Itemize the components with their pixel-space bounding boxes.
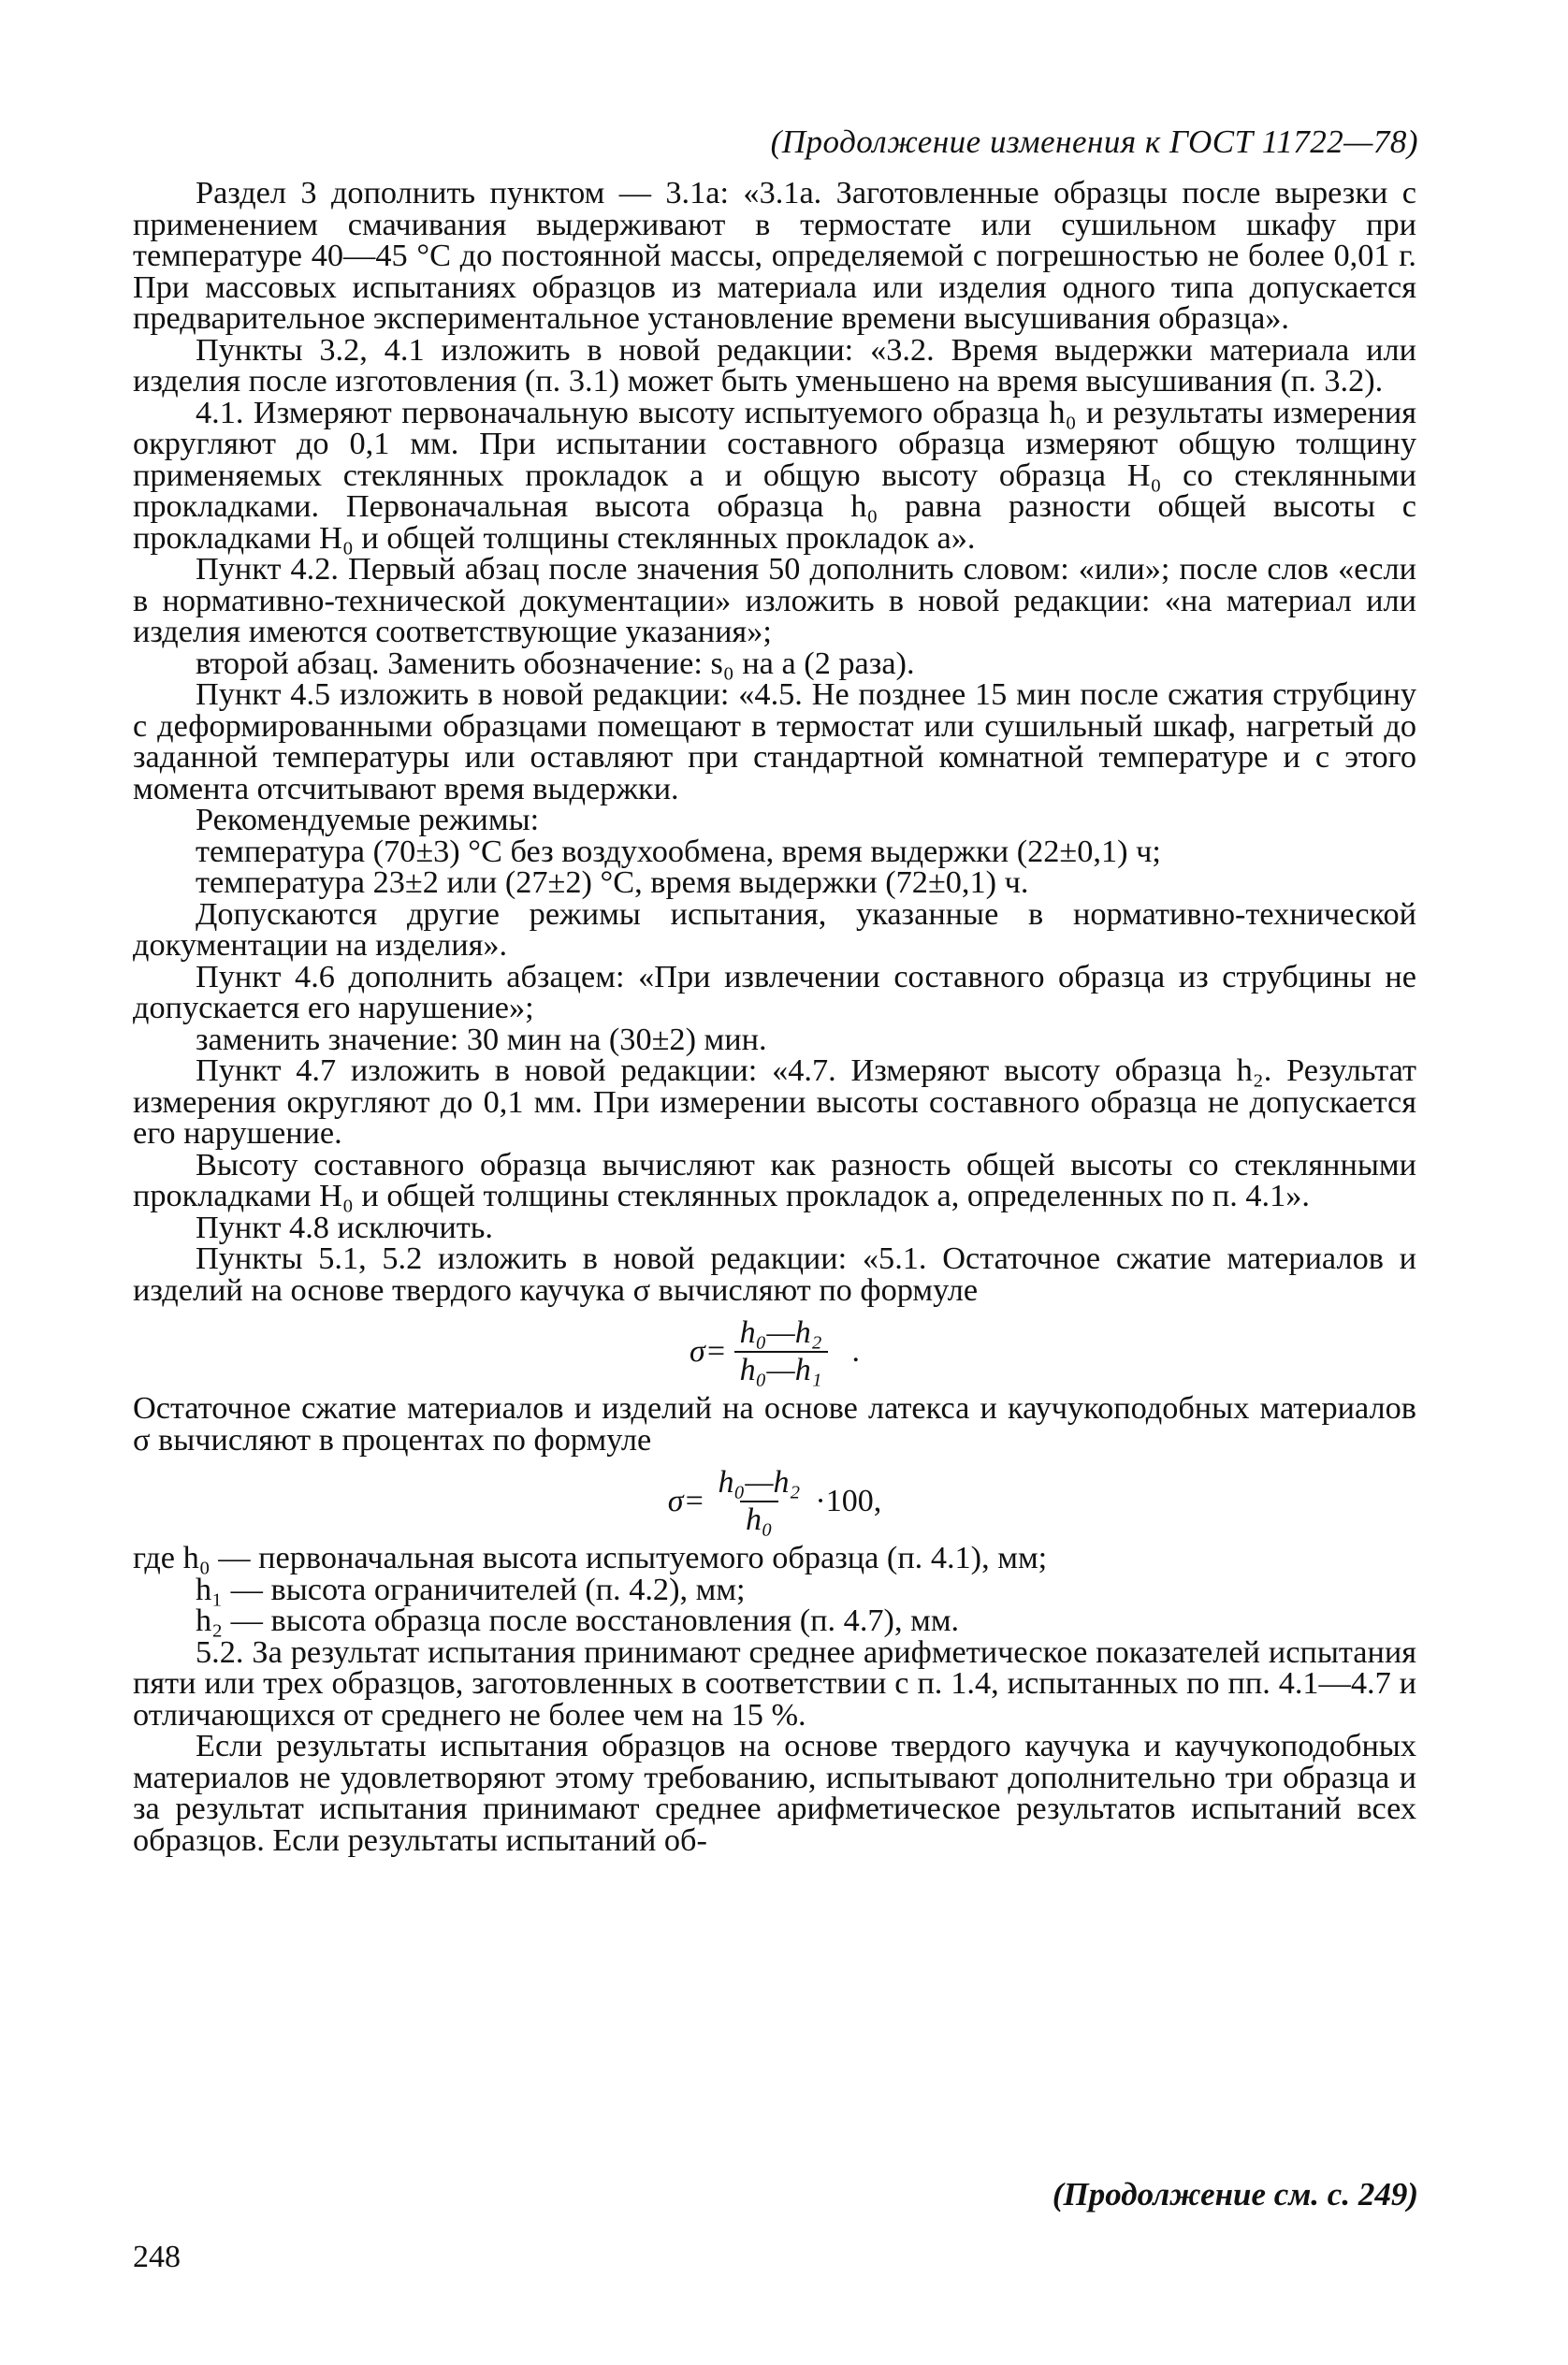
formula-multiplier: ·100,	[815, 1483, 882, 1518]
paragraph: Пункт 4.8 исключить.	[196, 1209, 493, 1245]
formula-residual-compression-percent	[133, 1467, 1416, 1535]
paragraph: заменить значение: 30 мин на (30±2) мин.	[196, 1021, 767, 1057]
paragraph: Раздел 3 дополнить пунктом — 3.1а: «3.1а. Заготовленные образцы после вырезки с применением смачивания выдерживают в термостате или сушильном шкафу при температуре 40—45 °С до постоянной массы, определяемой с погрешностью не более 0,01 г. При массовых испытаниях образцов из материала или изделия одного типа допускается предварительное экспериментальное установление времени высушивания образца».	[133, 175, 1416, 336]
paragraph: температура 23±2 или (27±2) °С, время выдержки (72±0,1) ч.	[196, 864, 1029, 900]
document-body	[133, 175, 1416, 1858]
paragraph: Пункты 3.2, 4.1 изложить в новой редакции: «3.2. Время выдержки материала или изделия после изготовления (п. 3.1) может быть уменьшено на время высушивания (п. 3.2).	[133, 331, 1416, 399]
paragraph: Пункт 4.6 дополнить абзацем: «При извлечении составного образца из струбцины не допускается его нарушение»;	[133, 958, 1416, 1025]
paragraph: Допускаются другие режимы испытания, указанные в нормативно-технической документации на изделия».	[133, 895, 1416, 963]
continuation-note: (Продолжение см. с. 249)	[1052, 2176, 1418, 2213]
paragraph: 4.1. Измеряют первоначальную высоту испытуемого образца h₀ и результаты измерения округляют до 0,1 мм. При испытании составного образца измеряют общую толщину применяемых стеклянных прокладок a и общую высоту образца H₀ со стеклянными прокладками. Первоначальная высота образца h₀ равна разности общей высоты с прокладками H₀ и общей толщины стеклянных прокладок a».	[133, 394, 1416, 556]
paragraph: Пункт 4.2. Первый абзац после значения 50 дополнить словом: «или»; после слов «если в нормативно-технической документации» изложить в новой редакции: «на материал или изделия имеются соответствующие указания»;	[133, 551, 1416, 649]
definition-line: где h₀ — первоначальная высота испытуемого образца (п. 4.1), мм;	[133, 1540, 1048, 1575]
formula-denominator: h₀	[740, 1501, 778, 1536]
definition-line: h₂ — высота образца после восстановления (п. 4.7), мм.	[196, 1603, 960, 1638]
paragraph: второй абзац. Заменить обозначение: s₀ на a (2 раза).	[196, 645, 915, 681]
paragraph: Пункты 5.1, 5.2 изложить в новой редакции: «5.1. Остаточное сжатие материалов и изделий на основе твердого каучука σ вычисляют по формуле	[133, 1241, 1416, 1308]
formula-lhs: σ=	[689, 1333, 727, 1369]
definition-line: h₁ — высота ограничителей (п. 4.2), мм;	[196, 1571, 746, 1607]
formula-fraction	[713, 1467, 806, 1535]
paragraph: Пункт 4.7 изложить в новой редакции: «4.7. Измеряют высоту образца h₂. Результат измерения округляют до 0,1 мм. При измерении высоты составного образца не допускается его нарушение.	[133, 1052, 1416, 1151]
page-number: 248	[133, 2240, 181, 2274]
paragraph: Высоту составного образца вычисляют как разность общей высоты со стеклянными прокладками H₀ и общей толщины стеклянных прокладок a, определенных по п. 4.1».	[133, 1146, 1416, 1213]
running-header: (Продолжение изменения к ГОСТ 11722—78)	[770, 123, 1418, 160]
formula-punctuation: .	[851, 1333, 861, 1369]
formula-residual-compression	[133, 1317, 1416, 1386]
paragraph: температура (70±3) °С без воздухообмена, время выдержки (22±0,1) ч;	[196, 833, 1161, 869]
formula-fraction	[734, 1317, 828, 1386]
formula-lhs: σ=	[667, 1483, 705, 1518]
paragraph: Если результаты испытания образцов на основе твердого каучука и каучукоподобных материалов не удовлетворяют этому требованию, испытывают дополнительно три образца и за результат испытания принимают среднее арифметическое результатов испытаний всех образцов. Если результаты испытаний об-	[133, 1728, 1416, 1858]
formula-numerator: h₀—h₂	[718, 1465, 801, 1500]
formula-numerator: h₀—h₂	[739, 1315, 822, 1350]
paragraph: Рекомендуемые режимы:	[196, 802, 540, 837]
paragraph: Пункт 4.5 изложить в новой редакции: «4.5. Не позднее 15 мин после сжатия струбцину с деформированными образцами помещают в термостат или сушильный шкаф, нагретый до заданной температуры или оставляют при стандартной комнатной температуре и с этого момента отсчитывают время выдержки.	[133, 676, 1416, 806]
paragraph: 5.2. За результат испытания принимают среднее арифметическое показателей испытания пяти или трех образцов, заготовленных в соответствии с п. 1.4, испытанных по пп. 4.1—4.7 и отличающихся от среднего не более чем на 15 %.	[133, 1633, 1416, 1733]
paragraph: Остаточное сжатие материалов и изделий на основе латекса и каучукоподобных материалов σ вычисляют в процентах по формуле	[133, 1390, 1416, 1458]
formula-denominator: h₀—h₁	[734, 1351, 828, 1386]
